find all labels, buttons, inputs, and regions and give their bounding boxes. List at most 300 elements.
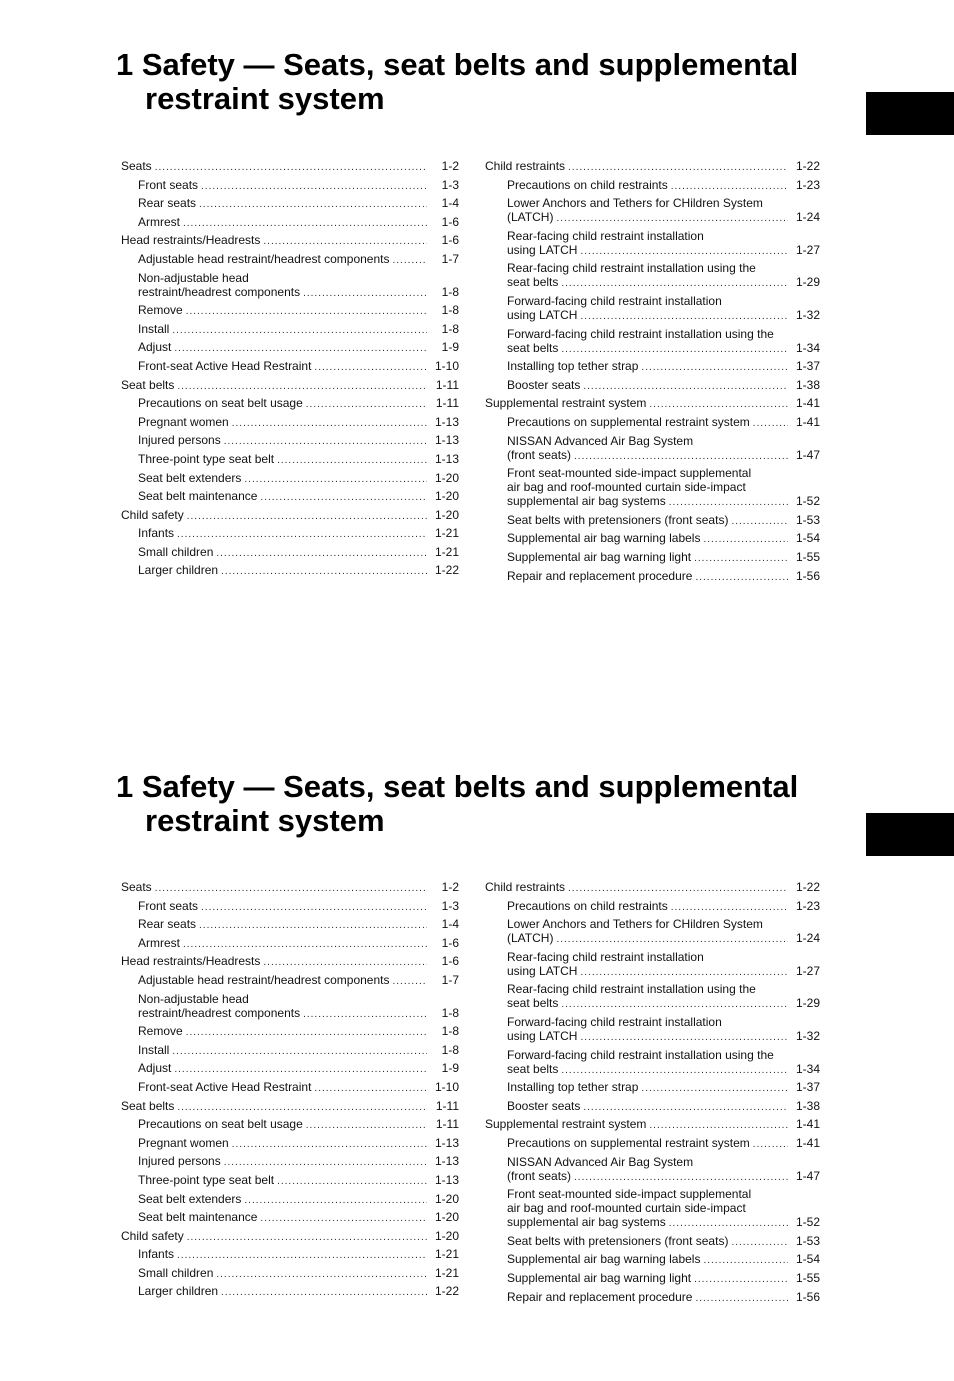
toc-entry-title: Seat belt extenders [138,1191,242,1206]
dot-leader [649,398,788,412]
toc-page-number: 1-3 [441,898,459,913]
toc-entry-title: Seats [121,159,152,173]
toc-entry-title: Install [138,321,170,336]
title-line-2: restraint system [145,803,385,838]
toc-page-number: 1-27 [795,963,820,978]
toc-page-number: 1-13 [434,414,459,429]
toc-entry-title: Precautions on seat belt usage [138,396,303,411]
toc-entry-title-line: Forward-facing child restraint installation using the [507,326,774,341]
title-line-1: 1 Safety — Seats, seat belts and supplemental [116,47,799,82]
toc-entry-title: Injured persons [138,433,221,448]
toc-page-number: 1-9 [441,1061,459,1076]
dot-leader [561,277,788,291]
toc-page-number: 1-11 [435,1117,459,1132]
toc-entry-title: Adjustable head restraint/headrest components [138,251,390,266]
toc-entry[interactable] [121,415,459,431]
toc-entry[interactable] [485,396,820,412]
toc-entry[interactable] [121,508,459,524]
toc-page-number: 1-8 [441,303,459,318]
toc-entry[interactable] [485,434,820,464]
dot-leader [568,161,788,175]
toc-entry[interactable] [121,271,459,301]
toc-page-number: 1-13 [434,451,459,466]
toc-entry[interactable] [121,322,459,338]
dot-leader [561,1064,788,1078]
toc-entry-title: Front seats [138,177,199,192]
toc-entry-title: Precautions on child restraints [507,177,668,192]
toc-entry[interactable] [121,1061,459,1077]
toc-entry[interactable] [485,178,820,194]
dot-leader [306,398,427,412]
toc-entry-title: Adjustable head restraint/headrest components [138,972,390,987]
dot-leader [753,417,788,431]
dot-leader [263,235,427,249]
toc-entry[interactable] [485,378,820,394]
toc-entry[interactable] [485,1271,820,1287]
toc-entry-title: (LATCH) [507,931,554,946]
toc-entry-title: using LATCH [507,242,578,257]
toc-page-number: 1-3 [441,177,459,192]
dot-leader [201,180,427,194]
dot-leader [641,361,788,375]
toc-entry-title: restraint/headrest components [138,284,301,299]
toc-entry-title: Child restraints [485,159,566,173]
toc-entry-title: Small children [138,544,214,559]
toc-entry-title: Seat belts with pretensioners (front seats) [507,512,729,527]
toc-entry-title: Installing top tether strap [507,1080,639,1095]
toc-entry[interactable] [121,992,459,1022]
dot-leader [694,552,788,566]
dot-leader [263,956,427,970]
dot-leader [232,417,427,431]
toc-page-number: 1-7 [441,251,459,266]
toc-entry[interactable] [121,396,459,412]
toc-entry[interactable] [121,471,459,487]
toc-entry[interactable] [485,880,820,896]
toc-entry[interactable] [121,433,459,449]
toc-entry[interactable] [485,1048,820,1078]
toc-page-number: 1-20 [434,507,459,522]
toc-page-number: 1-8 [441,1042,459,1057]
toc-entry[interactable] [485,550,820,566]
toc-entry-title: supplemental air bag systems [507,1215,666,1230]
dot-leader [172,324,427,338]
toc-entry-title-line: Forward-facing child restraint installation using the [507,1047,774,1062]
chapter-tab-marker [866,813,954,856]
toc-entry[interactable] [121,917,459,933]
toc-entry[interactable] [121,1192,459,1208]
toc-page-number: 1-54 [795,1252,820,1267]
dot-leader [177,1101,427,1115]
toc-entry[interactable] [121,1154,459,1170]
toc-entry-title: using LATCH [507,1028,578,1043]
dot-leader [221,565,427,579]
toc-page-number: 1-10 [434,358,459,373]
toc-entry[interactable] [121,973,459,989]
toc-entry[interactable] [485,950,820,980]
toc-page-number: 1-55 [795,1270,820,1285]
toc-entry[interactable] [485,1080,820,1096]
toc-page-number: 1-20 [434,1210,459,1225]
dot-leader [574,450,788,464]
toc-entry[interactable] [121,1043,459,1059]
toc-entry-title-line: Rear-facing child restraint installation using the [507,261,756,276]
toc-entry-title: Pregnant women [138,1135,229,1150]
toc-page-number: 1-47 [795,447,820,462]
toc-entry[interactable] [121,545,459,561]
toc-entry[interactable] [485,1117,820,1133]
toc-entry[interactable] [485,1234,820,1250]
toc-entry-title: Seat belt maintenance [138,1210,258,1225]
toc-entry[interactable] [121,1247,459,1263]
toc-entry[interactable] [485,294,820,324]
toc-entry-title: (front seats) [507,1168,572,1183]
toc-entry[interactable] [121,489,459,505]
toc-entry[interactable] [485,1155,820,1185]
toc-page-number: 1-38 [795,377,820,392]
dot-leader [753,1138,788,1152]
dot-leader [155,882,427,896]
toc-entry-title: Seat belts [121,1098,175,1113]
toc-entry-title: Rear seats [138,917,197,932]
toc-page-number: 1-20 [434,470,459,485]
dot-leader [580,1031,788,1045]
toc-page-number: 1-53 [795,1233,820,1248]
toc-page-number: 1-52 [795,494,820,509]
toc-entry[interactable] [485,415,820,431]
toc-page-number: 1-13 [434,1154,459,1169]
toc-entry-title: Three-point type seat belt [138,1172,275,1187]
toc-page-number: 1-4 [441,917,459,932]
toc-page-number: 1-11 [435,1098,459,1113]
toc-page-number: 1-52 [795,1215,820,1230]
toc-right-column [485,159,820,587]
toc-entry-title: Rear seats [138,196,197,211]
dot-leader [703,533,788,547]
toc-entry-title-line: NISSAN Advanced Air Bag System [507,1154,694,1169]
toc-entry-title: seat belts [507,340,559,355]
dot-leader [695,571,788,585]
toc-entry-title: Precautions on seat belt usage [138,1117,303,1132]
dot-leader [695,1292,788,1306]
toc-entry-title-line: Non-adjustable head [138,270,249,285]
toc-entry[interactable] [485,1187,820,1231]
toc-page-number: 1-37 [795,359,820,374]
dot-leader [671,901,788,915]
toc-page-number: 1-8 [441,1005,459,1020]
toc-entry[interactable] [485,327,820,357]
toc-page-number: 1-24 [795,210,820,225]
dot-leader [580,245,788,259]
toc-entry-title: Supplemental restraint system [485,1117,647,1132]
toc-entry-title-line: Forward-facing child restraint installation [507,1014,722,1029]
toc-page-number: 1-41 [795,1117,820,1132]
toc-entry-title: restraint/headrest components [138,1005,301,1020]
toc-entry[interactable] [485,1290,820,1306]
toc-page-number: 1-20 [434,1228,459,1243]
toc-page-number: 1-34 [795,340,820,355]
toc-entry-title: Armrest [138,935,180,950]
toc-entry-title: Infants [138,1247,175,1262]
toc-page-number: 1-8 [441,284,459,299]
toc-entry[interactable] [121,196,459,212]
toc-entry[interactable] [121,1024,459,1040]
toc-entry-title: Pregnant women [138,414,229,429]
dot-leader [155,161,427,175]
toc-entry[interactable] [485,982,820,1012]
toc-entry-title: Precautions on supplemental restraint system [507,1135,750,1150]
toc-entry[interactable] [485,261,820,291]
toc-entry-title: Supplemental air bag warning light [507,1270,692,1285]
dot-leader [641,1082,788,1096]
toc-entry-title-line: Rear-facing child restraint installation [507,228,704,243]
toc-entry-title: Booster seats [507,1098,581,1113]
toc-page-number: 1-11 [435,396,459,411]
dot-leader [221,1286,427,1300]
toc-page-number: 1-4 [441,196,459,211]
toc-left-column [121,159,459,582]
toc-entry-title: Booster seats [507,377,581,392]
toc-entry[interactable] [121,340,459,356]
dot-leader [186,1026,427,1040]
toc-entry-title: Child restraints [485,880,566,894]
toc-page-number: 1-8 [441,321,459,336]
toc-entry-title-line: Front seat-mounted side-impact supplemental [507,466,752,481]
toc-entry[interactable] [121,303,459,319]
toc-page-number: 1-24 [795,931,820,946]
dot-leader [556,212,788,226]
toc-entry[interactable] [121,1117,459,1133]
dot-leader [187,510,427,524]
toc-page-number: 1-53 [795,512,820,527]
toc-entry[interactable] [121,899,459,915]
toc-page-number: 1-38 [795,1098,820,1113]
dot-leader [669,496,788,510]
toc-page-number: 1-6 [441,954,459,969]
toc-page-number: 1-34 [795,1061,820,1076]
toc-entry[interactable] [121,1099,459,1115]
dot-leader [244,473,427,487]
dot-leader [186,305,427,319]
dot-leader [556,933,788,947]
toc-page-number: 1-13 [434,1172,459,1187]
toc-entry-title: (front seats) [507,447,572,462]
toc-page-number: 1-2 [441,159,459,173]
toc-page-number: 1-7 [441,972,459,987]
toc-entry-title: Child safety [121,1228,184,1243]
dot-leader [199,919,427,933]
toc-entry-title: Supplemental air bag warning labels [507,531,701,546]
toc-entry[interactable] [121,215,459,231]
dot-leader [694,1273,788,1287]
toc-page-number: 1-11 [435,377,459,392]
dot-leader [703,1254,788,1268]
toc-page-number: 1-29 [795,275,820,290]
dot-leader [314,1082,427,1096]
dot-leader [177,380,427,394]
toc-entry[interactable] [121,954,459,970]
toc-page-number: 1-41 [795,396,820,411]
toc-page-number: 1-22 [434,563,459,578]
toc-entry[interactable] [121,378,459,394]
toc-page-number: 1-21 [434,544,459,559]
dot-leader [314,361,427,375]
toc-entry-title: (LATCH) [507,210,554,225]
toc-page-number: 1-20 [434,489,459,504]
dot-leader [201,901,427,915]
toc-page-number: 1-22 [434,1284,459,1299]
toc-entry-title: Repair and replacement procedure [507,568,693,583]
toc-page-number: 1-29 [795,996,820,1011]
dot-leader [224,1156,427,1170]
toc-page-number: 1-32 [795,1028,820,1043]
toc-entry[interactable] [121,936,459,952]
toc-page-number: 1-6 [441,214,459,229]
dot-leader [671,180,788,194]
toc-entry[interactable] [121,563,459,579]
toc-entry[interactable] [121,1080,459,1096]
dot-leader [199,198,427,212]
toc-entry-title: seat belts [507,996,559,1011]
toc-entry-title: Infants [138,526,175,541]
toc-entry[interactable] [485,1015,820,1045]
toc-entry[interactable] [485,569,820,585]
dot-leader [183,938,427,952]
dot-leader [183,217,427,231]
dot-leader [561,998,788,1012]
toc-entry-title-line: Non-adjustable head [138,991,249,1006]
toc-entry-title: Three-point type seat belt [138,451,275,466]
toc-entry[interactable] [485,196,820,226]
dot-leader [580,966,788,980]
toc-entry-title: Injured persons [138,1154,221,1169]
toc-page-number: 1-32 [795,307,820,322]
toc-page-number: 1-13 [434,433,459,448]
toc-page-number: 1-54 [795,531,820,546]
title-line-1: 1 Safety — Seats, seat belts and supplemental [116,769,799,804]
toc-entry-title: Larger children [138,563,219,578]
toc-entry[interactable] [121,452,459,468]
dot-leader [731,1236,788,1250]
toc-entry[interactable] [485,1099,820,1115]
toc-entry[interactable] [121,359,459,375]
toc-entry[interactable] [485,359,820,375]
toc-page-number: 1-8 [441,1024,459,1039]
toc-entry[interactable] [121,526,459,542]
dot-leader [260,491,427,505]
toc-entry[interactable] [121,1136,459,1152]
toc-entry[interactable] [485,899,820,915]
dot-leader [187,1231,427,1245]
dot-leader [393,975,428,989]
dot-leader [303,1008,427,1022]
toc-entry-title: Installing top tether strap [507,359,639,374]
toc-entry[interactable] [485,531,820,547]
toc-entry[interactable] [121,233,459,249]
toc-page-number: 1-22 [795,880,820,894]
dot-leader [232,1138,427,1152]
dot-leader [172,1045,427,1059]
toc-entry-title-line: Rear-facing child restraint installation using the [507,982,756,997]
toc-entry-title: Supplemental air bag warning labels [507,1252,701,1267]
toc-entry[interactable] [121,252,459,268]
dot-leader [177,1249,427,1263]
toc-entry[interactable] [121,1266,459,1282]
toc-entry-title: Head restraints/Headrests [121,233,261,248]
toc-entry-title: Seat belts [121,377,175,392]
toc-entry-title: Repair and replacement procedure [507,1289,693,1304]
toc-entry-title: Install [138,1042,170,1057]
dot-leader [216,547,427,561]
toc-entry[interactable] [485,513,820,529]
dot-leader [583,380,788,394]
toc-entry-title: using LATCH [507,963,578,978]
page-title [116,48,876,116]
dot-leader [568,882,788,896]
toc-entry-title: Front-seat Active Head Restraint [138,358,312,373]
toc-entry[interactable] [121,178,459,194]
dot-leader [303,287,427,301]
toc-entry[interactable] [121,880,459,896]
dot-leader [649,1119,788,1133]
toc-page-number: 1-21 [434,1265,459,1280]
toc-right-column [485,880,820,1308]
toc-entry-title-line: Lower Anchors and Tethers for CHildren System [507,196,763,211]
toc-entry-title: using LATCH [507,307,578,322]
toc-entry[interactable] [121,1229,459,1245]
toc-entry-title: Front seats [138,898,199,913]
toc-entry[interactable] [485,1136,820,1152]
toc-entry-title: seat belts [507,275,559,290]
toc-entry-title-line: Forward-facing child restraint installation [507,293,722,308]
chapter-tab-marker [866,92,954,135]
toc-page-number: 1-10 [434,1079,459,1094]
toc-left-column [121,880,459,1303]
toc-entry[interactable] [485,159,820,175]
title-line-2: restraint system [145,81,385,116]
toc-page-number: 1-56 [795,1289,820,1304]
toc-page-number: 1-21 [434,1247,459,1262]
toc-entry[interactable] [121,1210,459,1226]
toc-entry-title: Small children [138,1265,214,1280]
toc-page-number: 1-20 [434,1191,459,1206]
toc-entry-title: Seat belt maintenance [138,489,258,504]
toc-entry[interactable] [485,1252,820,1268]
dot-leader [244,1194,427,1208]
toc-entry[interactable] [121,1173,459,1189]
toc-entry[interactable] [485,466,820,510]
toc-page-number: 1-6 [441,935,459,950]
toc-entry-title: Child safety [121,507,184,522]
toc-section-1 [0,0,954,660]
toc-page-number: 1-27 [795,242,820,257]
toc-entry[interactable] [485,917,820,947]
toc-entry-title-line: Lower Anchors and Tethers for CHildren System [507,917,763,932]
toc-entry-title-line: air bag and roof-mounted curtain side-impact [507,480,746,495]
toc-entry-title: Precautions on supplemental restraint system [507,414,750,429]
toc-entry[interactable] [121,159,459,175]
toc-page-number: 1-41 [795,414,820,429]
toc-page-number: 1-37 [795,1080,820,1095]
dot-leader [277,1175,427,1189]
toc-page-number: 1-9 [441,340,459,355]
toc-entry-title: Precautions on child restraints [507,898,668,913]
toc-entry-title-line: air bag and roof-mounted curtain side-impact [507,1201,746,1216]
toc-entry[interactable] [485,229,820,259]
dot-leader [277,454,427,468]
dot-leader [669,1217,788,1231]
toc-entry[interactable] [121,1284,459,1300]
